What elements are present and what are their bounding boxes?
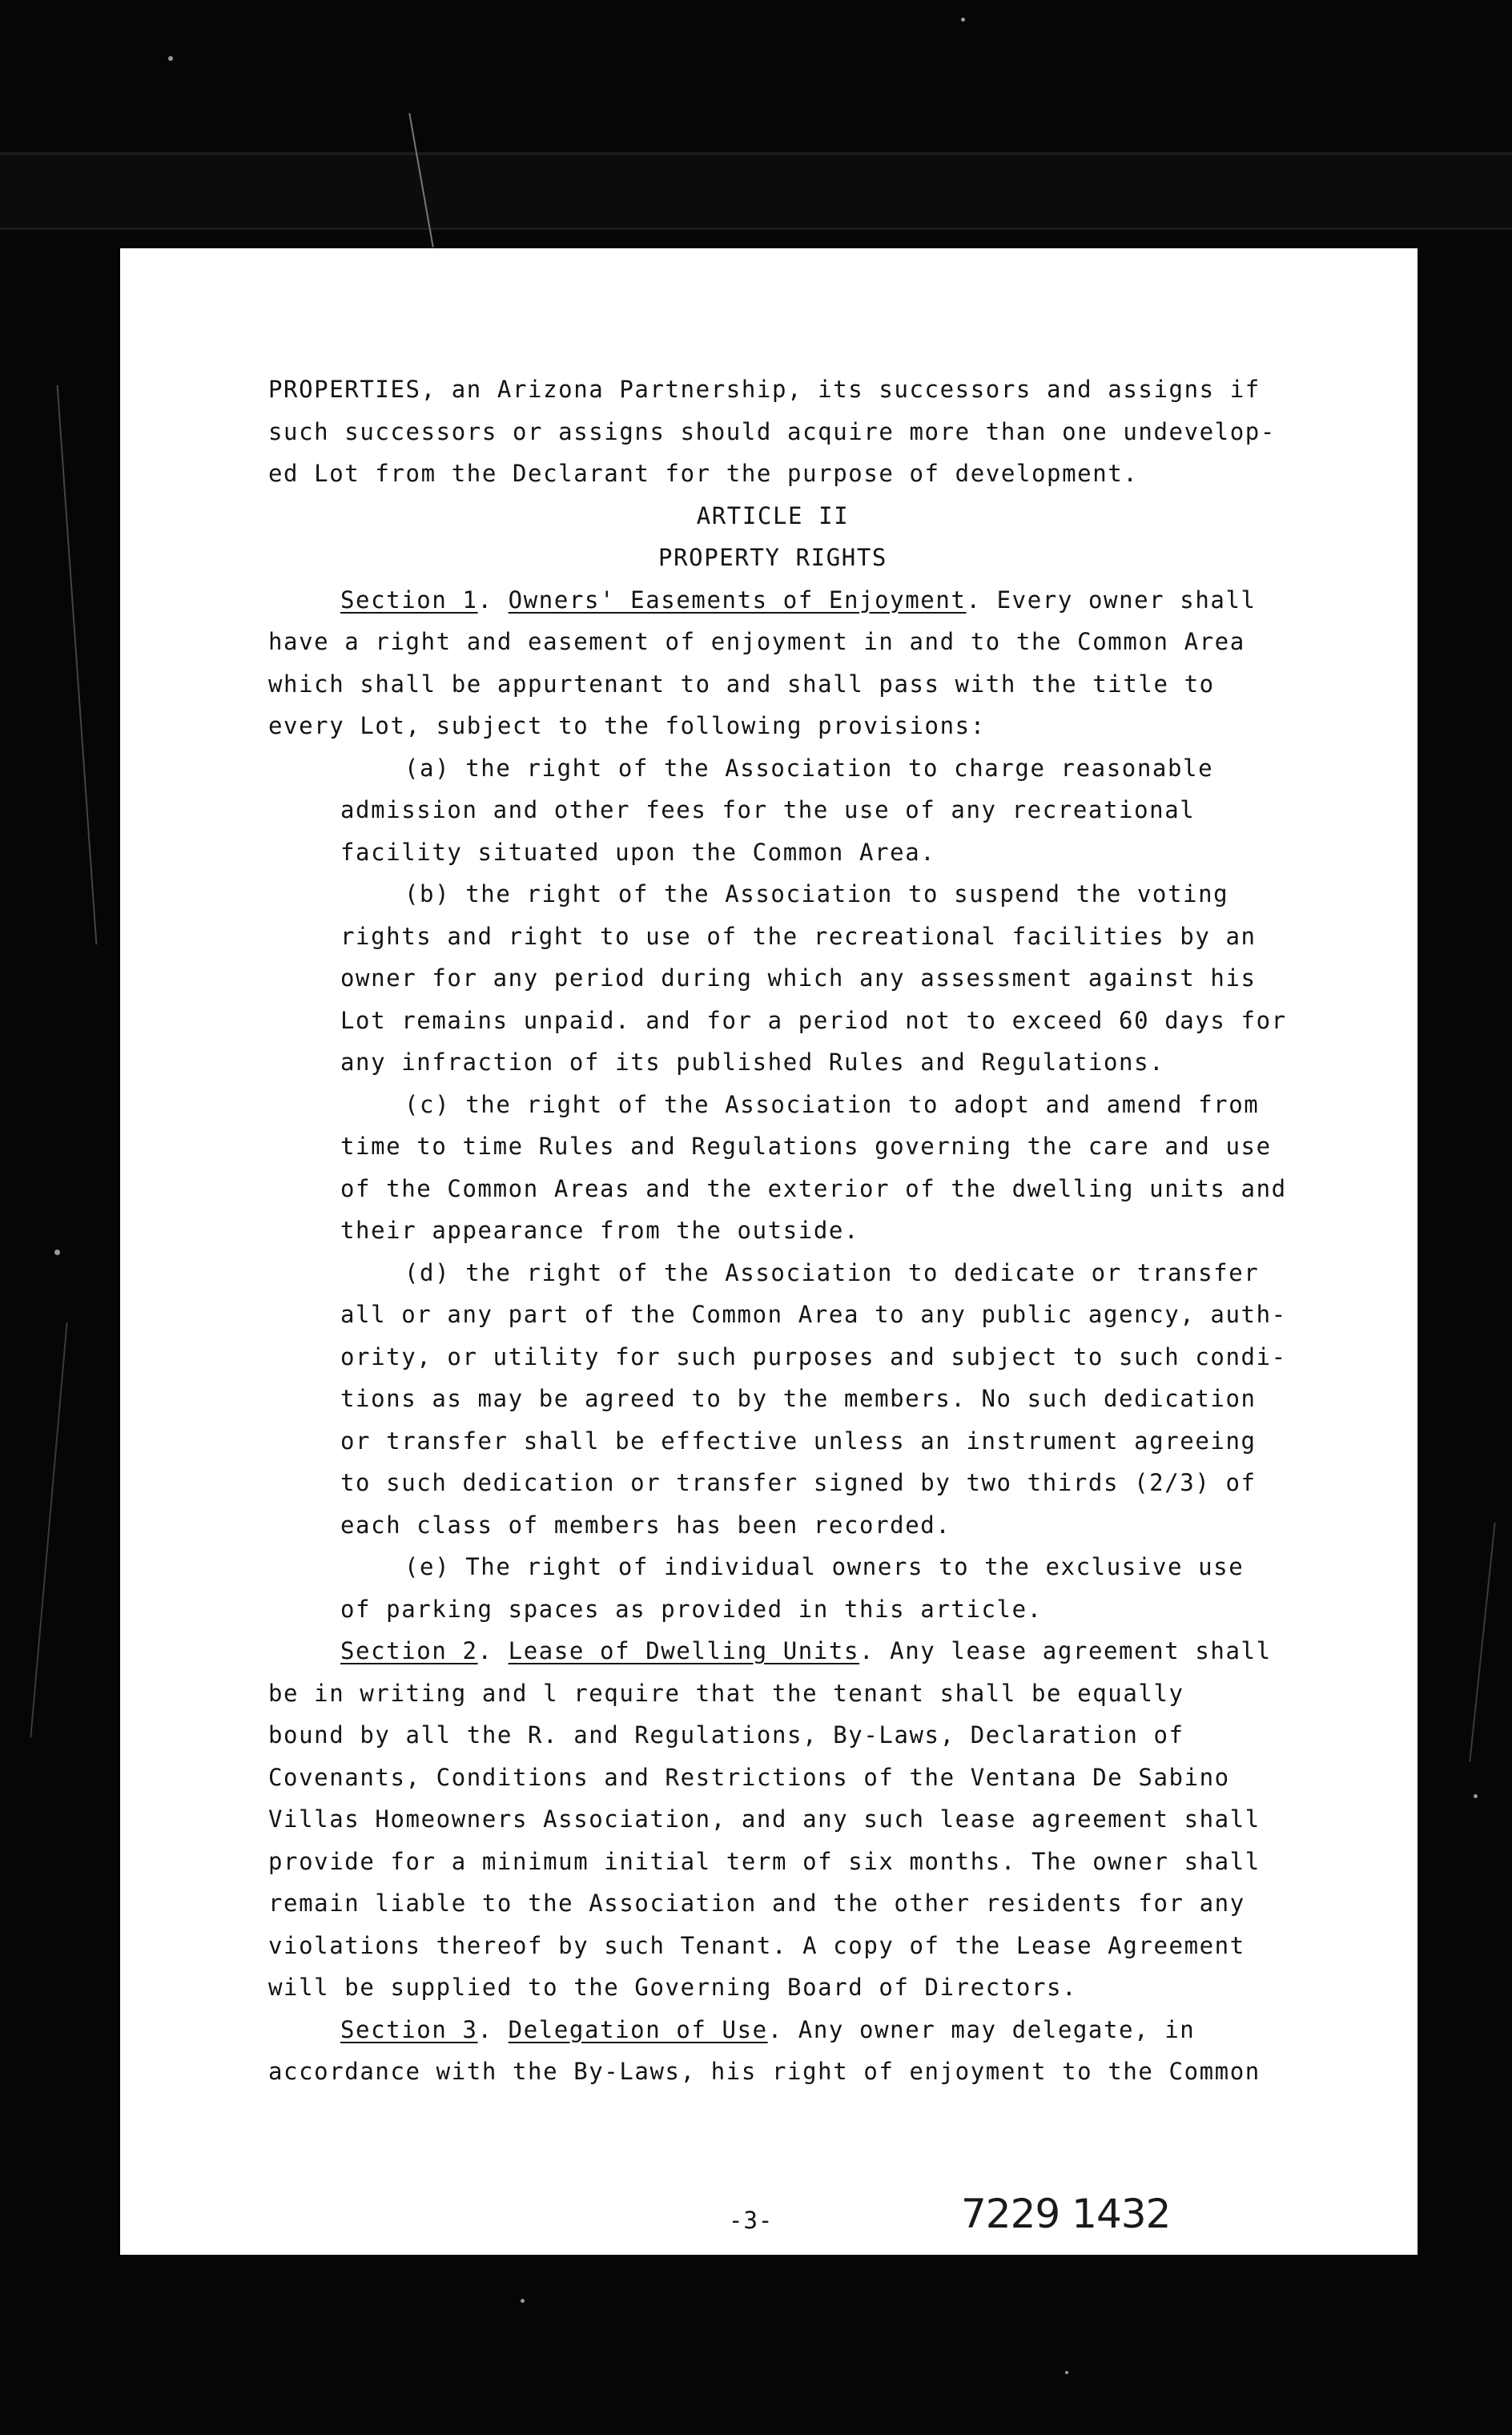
- text-line: [268, 957, 1422, 1000]
- text-line: [268, 1672, 1422, 1715]
- text-run: bound by all the R. and Regulations, By-Laws, Declaration of: [268, 1721, 1184, 1749]
- text-run: any infraction of its published Rules and Regulations.: [340, 1048, 1165, 1076]
- scan-streak: [30, 1322, 67, 1737]
- text-run: PROPERTY RIGHTS: [658, 544, 887, 571]
- text-run: (c) the right of the Association to adopt and amend from: [404, 1090, 1260, 1118]
- text-line: [268, 1546, 1422, 1588]
- text-line: [268, 2051, 1422, 2093]
- text-run: be in writing and l require that the tenant shall be equally: [268, 1679, 1184, 1707]
- scan-speck: [1474, 1794, 1478, 1798]
- text-run: of the Common Areas and the exterior of the dwelling units and: [340, 1174, 1287, 1202]
- scan-speck: [521, 2299, 525, 2303]
- text-line: [268, 621, 1422, 663]
- text-line: [268, 1841, 1422, 1883]
- scan-speck: [54, 1250, 60, 1255]
- text-line: [268, 1336, 1422, 1378]
- text-run: each class of members has been recorded.: [340, 1511, 951, 1539]
- text-run: to such dedication or transfer signed by two thirds (2/3) of: [340, 1469, 1257, 1496]
- text-run: .: [477, 1637, 509, 1664]
- text-run: all or any part of the Common Area to any public agency, auth-: [340, 1301, 1287, 1328]
- text-line: [268, 1714, 1422, 1757]
- text-line: [268, 663, 1422, 706]
- text-line: [268, 1462, 1422, 1504]
- text-run: provide for a minimum initial term of six months. The owner shall: [268, 1847, 1261, 1875]
- text-line: [268, 579, 1422, 622]
- text-run: PROPERTIES, an Arizona Partnership, its successors and assigns if: [268, 376, 1261, 403]
- scan-border-band: [0, 152, 1512, 230]
- text-run: admission and other fees for the use of any recreational: [340, 796, 1196, 823]
- article-heading: [268, 495, 1277, 537]
- text-line: [268, 2009, 1422, 2051]
- page-number: -3-: [729, 2207, 774, 2234]
- docket-stamp: 7229 1432: [961, 2191, 1171, 2237]
- text-run: every Lot, subject to the following provisions:: [268, 712, 986, 739]
- scan-streak: [57, 385, 98, 944]
- text-line: [268, 1882, 1422, 1925]
- text-run: rights and right to use of the recreational facilities by an: [340, 922, 1257, 950]
- text-run: violations thereof by such Tenant. A copy of the Lease Agreement: [268, 1931, 1245, 1959]
- text-line: [268, 1588, 1422, 1631]
- text-run: . Any lease agreement shall: [859, 1637, 1272, 1664]
- text-run: owner for any period during which any assessment against his: [340, 964, 1257, 992]
- text-line: [268, 1209, 1422, 1252]
- document-page: [120, 248, 1418, 2255]
- text-run: or transfer shall be effective unless an instrument agreeing: [340, 1427, 1257, 1455]
- text-line: [268, 705, 1422, 747]
- text-run: of parking spaces as provided in this article.: [340, 1595, 1043, 1623]
- text-line: [268, 1294, 1422, 1336]
- underlined-heading-text: Delegation of Use: [508, 2015, 768, 2043]
- text-line: [268, 1000, 1422, 1042]
- text-run: . Any owner may delegate, in: [767, 2015, 1196, 2043]
- text-line: [268, 1966, 1422, 2009]
- text-run: remain liable to the Association and the other residents for any: [268, 1890, 1245, 1917]
- text-run: (b) the right of the Association to suspend the voting: [404, 880, 1229, 908]
- text-run: facility situated upon the Common Area.: [340, 838, 936, 866]
- text-run: .: [477, 586, 509, 614]
- text-line: [268, 411, 1422, 453]
- text-line: [268, 368, 1422, 411]
- text-line: [268, 873, 1422, 916]
- text-line: [268, 1084, 1422, 1126]
- underlined-heading-text: Owners' Easements of Enjoyment: [508, 586, 967, 614]
- text-run: ed Lot from the Declarant for the purpose of development.: [268, 460, 1139, 487]
- text-run: their appearance from the outside.: [340, 1217, 860, 1244]
- text-line: [268, 453, 1422, 495]
- text-line: [268, 1630, 1422, 1672]
- text-line: [268, 1041, 1422, 1084]
- text-line: [268, 1125, 1422, 1168]
- text-run: (e) The right of individual owners to the exclusive use: [404, 1553, 1245, 1580]
- text-line: [268, 1925, 1422, 1967]
- scan-speck: [961, 18, 965, 22]
- text-run: ority, or utility for such purposes and subject to such condi-: [340, 1342, 1287, 1370]
- text-run: such successors or assigns should acquire more than one undevelop-: [268, 417, 1276, 445]
- text-line: [268, 916, 1422, 958]
- article-heading: [268, 537, 1277, 579]
- text-run: accordance with the By-Laws, his right of enjoyment to the Common: [268, 2058, 1261, 2085]
- document-body: [268, 368, 1422, 2093]
- underlined-heading-text: Section 1: [340, 586, 478, 614]
- text-line: [268, 1757, 1422, 1799]
- text-run: time to time Rules and Regulations governing the care and use: [340, 1133, 1272, 1160]
- text-line: [268, 1504, 1422, 1547]
- text-run: Lot remains unpaid. and for a period not to exceed 60 days for: [340, 1006, 1287, 1034]
- text-run: Villas Homeowners Association, and any such lease agreement shall: [268, 1805, 1261, 1833]
- text-run: which shall be appurtenant to and shall pass with the title to: [268, 670, 1215, 698]
- text-line: [268, 1252, 1422, 1294]
- scan-streak: [1469, 1523, 1495, 1762]
- text-run: will be supplied to the Governing Board of Directors.: [268, 1974, 1078, 2001]
- text-line: [268, 789, 1422, 831]
- text-run: have a right and easement of enjoyment in and to the Common Area: [268, 628, 1245, 655]
- underlined-heading-text: Section 2: [340, 1637, 478, 1664]
- text-run: . Every owner shall: [966, 586, 1257, 614]
- text-line: [268, 1798, 1422, 1841]
- text-run: .: [477, 2015, 509, 2043]
- text-run: (d) the right of the Association to dedicate or transfer: [404, 1258, 1260, 1286]
- text-run: ARTICLE II: [696, 501, 850, 529]
- text-run: tions as may be agreed to by the members. No such dedication: [340, 1385, 1257, 1412]
- scan-speck: [1065, 2371, 1068, 2374]
- text-run: (a) the right of the Association to charge reasonable: [404, 754, 1214, 782]
- text-run: Covenants, Conditions and Restrictions of the Ventana De Sabino: [268, 1763, 1230, 1791]
- text-line: [268, 1168, 1422, 1210]
- text-line: [268, 747, 1422, 790]
- text-line: [268, 1378, 1422, 1420]
- text-line: [268, 1420, 1422, 1463]
- text-line: [268, 831, 1422, 874]
- underlined-heading-text: Section 3: [340, 2015, 478, 2043]
- underlined-heading-text: Lease of Dwelling Units: [508, 1637, 860, 1664]
- scan-speck: [168, 56, 173, 61]
